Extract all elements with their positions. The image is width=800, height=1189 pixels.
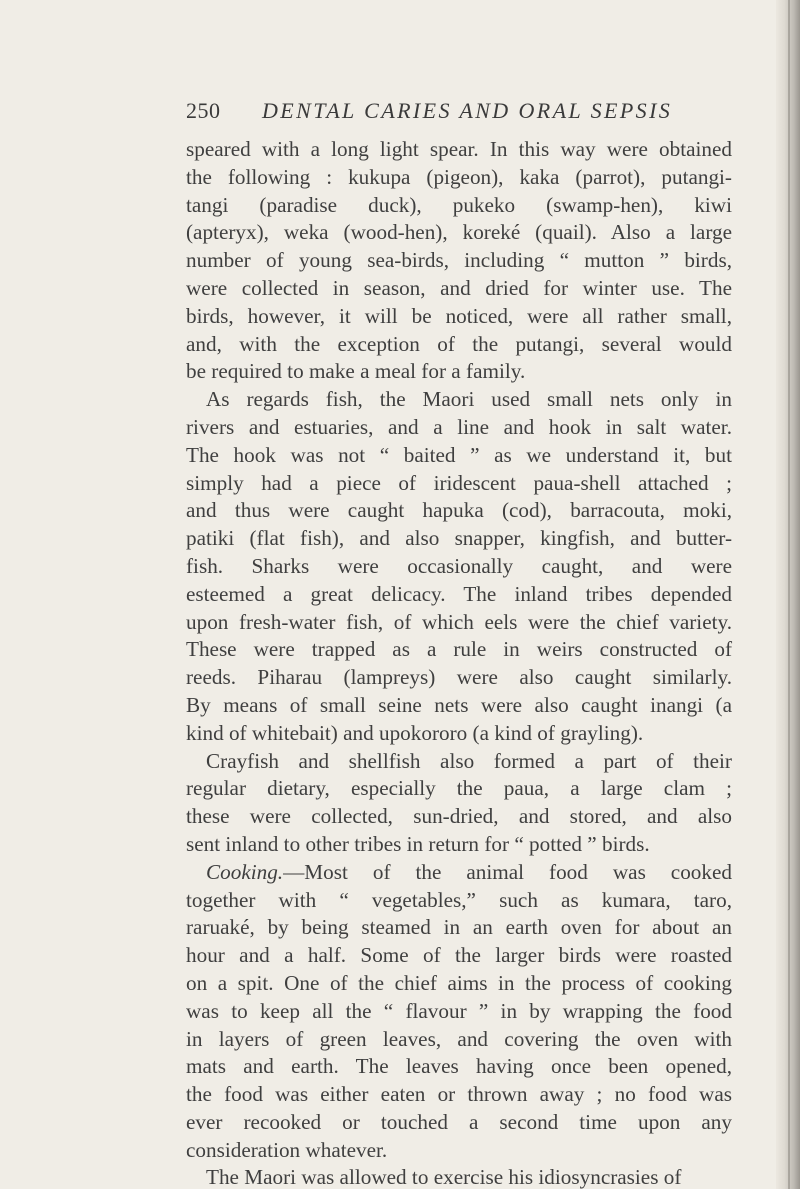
text-line bbox=[186, 859, 732, 887]
text-line-continued: —Most of the animal food was cooked bbox=[283, 859, 732, 884]
text-line: number of young sea-birds, including “ mutton ” birds, bbox=[186, 248, 732, 273]
text-line: these were collected, sun-dried, and stored, and also bbox=[186, 804, 732, 829]
text-line: regular dietary, especially the paua, a large clam ; bbox=[186, 776, 732, 801]
text-line: ever recooked or touched a second time upon any bbox=[186, 1109, 732, 1134]
text-line: simply had a piece of iridescent paua-shell attached ; bbox=[186, 470, 732, 495]
section-heading: Cooking. bbox=[206, 859, 284, 884]
text-line: speared with a long light spear. In this way were obtained bbox=[186, 137, 732, 161]
text-line: birds, however, it will be noticed, were all rather small, bbox=[186, 303, 732, 328]
text-line: be required to make a meal for a family. bbox=[186, 359, 526, 384]
page-edge-line bbox=[788, 0, 790, 1189]
text-line: hour and a half. Some of the larger birds were roasted bbox=[186, 943, 732, 968]
text-line: were collected in season, and dried for winter use. The bbox=[186, 275, 732, 300]
text-line: patiki (flat fish), and also snapper, kingfish, and butter- bbox=[186, 526, 732, 551]
text-line: and thus were caught hapuka (cod), barracouta, moki, bbox=[186, 498, 732, 523]
text-line: mats and earth. The leaves having once been opened, bbox=[186, 1054, 732, 1079]
paragraph-3 bbox=[186, 748, 732, 859]
text-line: the food was either eaten or thrown away ; no food was bbox=[186, 1082, 732, 1107]
text-line: reeds. Piharau (lampreys) were also caught similarly. bbox=[186, 665, 732, 690]
text-line: These were trapped as a rule in weirs constructed of bbox=[186, 637, 732, 662]
page-header bbox=[186, 94, 706, 126]
text-line: the following : kukupa (pigeon), kaka (parrot), putangi- bbox=[186, 164, 732, 189]
paragraph-1 bbox=[186, 136, 732, 386]
text-line: By means of small seine nets were also caught inangi (a bbox=[186, 692, 732, 717]
text-line: Crayfish and shellfish also formed a part of their bbox=[206, 748, 732, 773]
text-line: and, with the exception of the putangi, several would bbox=[186, 331, 732, 356]
text-line: As regards fish, the Maori used small nets only in bbox=[206, 387, 732, 412]
text-line: consideration whatever. bbox=[186, 1137, 388, 1162]
text-line: sent inland to other tribes in return for “ potted ” birds. bbox=[186, 831, 650, 856]
running-title: DENTAL CARIES AND ORAL SEPSIS bbox=[262, 98, 673, 123]
page-number: 250 bbox=[186, 98, 221, 123]
text-line: upon fresh-water fish, of which eels were the chief variety. bbox=[186, 609, 732, 634]
text-line: tangi (paradise duck), pukeko (swamp-hen), kiwi bbox=[186, 192, 732, 217]
text-line: rivers and estuaries, and a line and hook in salt water. bbox=[186, 414, 732, 439]
text-line: The hook was not “ baited ” as we understand it, but bbox=[186, 442, 732, 467]
text-line: together with “ vegetables,” such as kumara, taro, bbox=[186, 887, 732, 912]
text-line: esteemed a great delicacy. The inland tribes depended bbox=[186, 581, 732, 606]
text-line: The Maori was allowed to exercise his idiosyncrasies of bbox=[206, 1165, 682, 1189]
text-line: was to keep all the “ flavour ” in by wrapping the food bbox=[186, 998, 732, 1023]
text-line: fish. Sharks were occasionally caught, and were bbox=[186, 553, 732, 578]
body-text bbox=[186, 136, 732, 1189]
text-line: kind of whitebait) and upokororo (a kind of grayling). bbox=[186, 720, 644, 745]
text-line: raruaké, by being steamed in an earth oven for about an bbox=[186, 915, 732, 940]
text-line: in layers of green leaves, and covering the oven with bbox=[186, 1026, 732, 1051]
text-line: on a spit. One of the chief aims in the process of cooking bbox=[186, 970, 732, 995]
paragraph-4 bbox=[186, 859, 732, 1165]
text-line: (apteryx), weka (wood-hen), koreké (quail). Also a large bbox=[186, 220, 732, 245]
paragraph-2 bbox=[186, 386, 732, 747]
paragraph-5 bbox=[186, 1164, 732, 1189]
